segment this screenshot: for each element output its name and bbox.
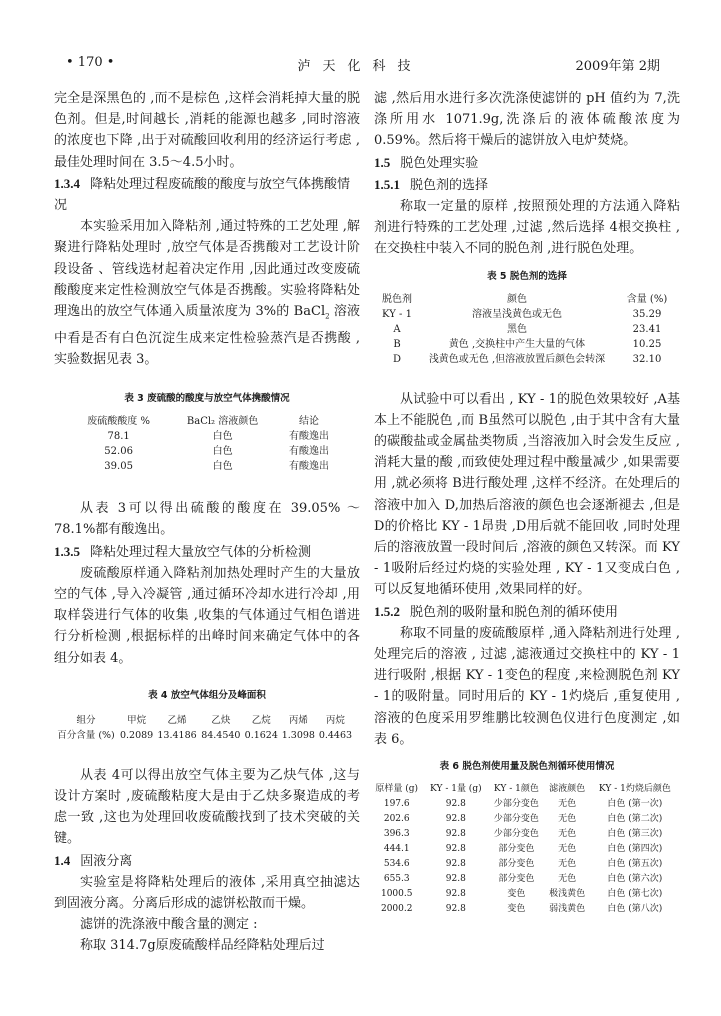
section-heading-1-5: 1.5 脱色处理实验 [374,154,479,171]
table-row [70,444,340,459]
column-header: 乙炔 [211,714,231,726]
table-cell: 92.8 [445,874,466,885]
table-cell: 92.8 [445,829,466,840]
table-cell: 92.8 [445,799,466,810]
paragraph: 滤 ,然后用水进行多次洗涤使滤饼的 pH 值约为 7,洗涤所用水 1071.9g,洗涤后的液体硫酸浓度为 0.59%。然后将干燥后的滤饼放入电炉焚烧。 [374,91,680,149]
column-header: 原样量 (g) [375,784,419,795]
journal-title: 泸天化科技 [297,59,423,74]
table-cell: 溶液呈浅黄色或无色 [472,308,562,320]
table-cell: 0.1624 [244,729,278,741]
table-cell: 0.2089 [119,729,154,741]
table-cell: 52.06 [104,446,133,458]
table-cell: 10.25 [632,338,662,350]
issue-label: 2009年第 2期 [575,59,660,74]
table-cell: 白色 (第六次) [607,874,663,885]
table-cell: 白色 (第七次) [607,889,663,900]
left-column [54,88,360,957]
table-cell: 部分变色 [498,874,535,885]
table-cell: 0.4463 [318,729,353,741]
table-3-grid [70,414,340,474]
table-cell: D [392,353,402,365]
table-cell: 35.29 [632,308,662,320]
table-cell: B [393,338,401,350]
table-caption: 表 3 废硫酸的酸度与放空气体携酸情况 [124,393,290,405]
table-cell: 92.8 [445,844,466,855]
paragraph: 实验室是将降粘处理后的液体 ,采用真空抽滤达到固液分离。分离后形成的滤饼松散而干燥。 [54,874,360,912]
table-cell: 92.8 [445,859,466,870]
table-cell: 百分含量 (%) [57,729,115,741]
table-caption: 表 4 放空气体组分及峰面积 [148,689,266,701]
table-cell: 无色 [558,859,577,870]
paragraph: 从试验中可以看出 , KY - 1的脱色效果较好 ,A基本上不能脱色 ,而 B虽然可以脱色 ,由于其中含有大量的碳酸盐或金属盐类物质 ,当溶液加入时会发生反应 ,消耗大量的酸 ,而致使处理过程中酸量减少 ,如果需要用 ,就必须将 B进行酸处理 ,这样不经济。在处理后的溶液中加入 D,加热后溶液的颜色也会逐渐褪去 ,但是 D的价格比 KY - 1昂贵 ,D用后就不能回收 ,同时处理后的溶液放置一段时间后 ,溶液的颜色又转深。而 KY - 1吸附后经过灼烧的实验处理 , KY - 1又变成白色 ,可以反复地循环使用 ,效果同样的好。 [374,391,680,598]
table-cell: 39.05 [104,461,133,473]
table-5-grid [372,292,682,367]
table-cell: 无色 [558,799,577,810]
table-cell: 无色 [558,874,577,885]
table-cell: 444.1 [383,844,410,855]
table-cell: 白色 [212,431,233,443]
section-heading-1-5-1: 1.5.1 脱色剂的选择 [374,176,489,193]
table-row [370,797,680,812]
table-cell: 78.1 [107,431,130,443]
column-header: 丙烷 [325,714,345,726]
table-cell: 197.6 [383,799,410,810]
table-cell: 黄色 ,交换柱中产生大量的气体 [448,338,586,350]
table-cell: 白色 (第一次) [607,799,663,810]
table-cell: 白色 (第八次) [607,904,663,915]
table-cell: 浅黄色或无色 ,但溶液放置后颜色会转深 [428,353,606,365]
table-cell: 白色 (第五次) [607,859,663,870]
table-3 [54,390,360,474]
table-row [70,459,340,474]
table-cell: 极浅黄色 [549,889,586,900]
column-header: 乙烯 [167,714,187,726]
section-heading-1-5-2: 1.5.2 脱色剂的吸附量和脱色剂的循环使用 [374,603,619,620]
table-cell: 变色 [507,889,526,900]
table-cell: 白色 (第二次) [607,814,663,825]
column-header: KY - 1量 (g) [430,784,482,795]
table-caption: 表 6 脱色剂使用量及脱色剂循环使用情况 [439,761,615,773]
table-cell: 534.6 [383,859,410,870]
column-header: 甲烷 [127,714,147,726]
table-cell: 白色 (第三次) [607,829,663,840]
table-row [54,728,354,743]
table-row [70,429,340,444]
table-cell: 部分变色 [498,844,535,855]
table-cell: 92.8 [445,814,466,825]
table-cell: 23.41 [632,323,662,335]
page-number: • 170 • [66,55,115,70]
table-5 [374,268,680,367]
table-cell: 1.3098 [281,729,315,741]
table-cell: 有酸逸出 [288,461,329,473]
table-cell: 无色 [558,814,577,825]
table-cell: 32.10 [632,353,662,365]
right-column [374,88,680,917]
table-cell: 白色 [212,446,233,458]
table-cell: 无色 [558,829,577,840]
table-cell: A [393,323,401,335]
paragraph: 从表 4可以得出放空气体主要为乙炔气体 ,这与设计方案时 ,废硫酸粘度大是由于乙炔多聚造成的考虑一致 ,这也为处理回收废硫酸找到了技术突破的关键。 [54,767,360,847]
table-cell: 弱浅黄色 [549,904,586,915]
table-cell: 有酸逸出 [288,431,329,443]
table-cell: 有酸逸出 [288,446,329,458]
table-cell: 202.6 [383,814,410,825]
column-header: 丙烯 [288,714,308,726]
paragraph: 本实验采用加入降粘剂 ,通过特殊的工艺处理 ,解聚进行降粘处理时 ,放空气体是否携酸对工艺设计阶段设备 、管线选材起着决定作用 ,因此通过改变废硫酸酸度来定性检测放空气体是否携酸。实验将降粘处理逸出的放空气体通入质量浓度为 3%的 BaCl$_2$ 溶液中看是否有白色沉淀生成来定性检验蒸汽是否携酸 ,实验数据见表 3。 [54,219,361,368]
column-header: KY - 1灼烧后颜色 [598,784,671,795]
table-cell: 92.8 [445,889,466,900]
table-cell: 黑色 [507,323,527,335]
column-header: 组分 [76,714,96,726]
table-row [370,842,680,857]
table-cell: 13.4186 [157,729,197,741]
table-cell: 1000.5 [380,889,413,900]
section-heading-1-3-4: 1.3.4 降粘处理过程废硫酸的酸度与放空气体携酸情况 [54,175,351,214]
column-header: 颜色 [507,293,527,305]
table-4-grid [54,713,354,743]
table-row [372,337,682,352]
table-row [370,902,680,917]
table-cell: 92.8 [445,904,466,915]
running-header [60,55,660,75]
table-cell: 部分变色 [498,859,535,870]
table-cell: 变色 [507,904,526,915]
table-cell: 少部分变色 [493,829,539,840]
table-cell: 少部分变色 [493,814,539,825]
section-heading-1-3-5: 1.3.5 降粘处理过程大量放空气体的分析检测 [54,543,312,560]
paragraph: 完全是深黑色的 ,而不是棕色 ,这样会消耗掉大量的脱色剂。但是,时间越长 ,消耗的能源也越多 ,同时溶液的浓度也下降 ,出于对硫酸回收利用的经济运行考虑 ,最佳处理时间在 3.5～4.5小时。 [54,91,360,170]
table-cell: 396.3 [383,829,410,840]
table-cell: 白色 (第四次) [607,844,663,855]
paragraph: 称取一定量的原样 ,按照预处理的方法通入降粘剂进行特殊的工艺处理 ,过滤 ,然后选择 4根交换柱 ,在交换柱中装入不同的脱色剂 ,进行脱色处理。 [374,199,680,257]
column-header: BaCl₂ 溶液颜色 [186,416,259,428]
column-header: 废硫酸酸度 % [87,416,150,428]
table-4 [54,687,360,743]
table-6 [374,758,680,917]
table-row [370,872,680,887]
table-cell: KY - 1 [382,308,412,320]
column-header: 含量 (%) [626,293,668,305]
column-header: KY - 1颜色 [493,784,539,795]
table-row [370,887,680,902]
table-cell: 无色 [558,844,577,855]
section-heading-1-4: 1.4 固液分离 [54,852,133,869]
table-6-grid [370,782,680,917]
table-cell: 655.3 [383,874,410,885]
paragraph: 滤饼的洗涤液中酸含量的测定 : [80,917,258,933]
paragraph: 称取 314.7g原废硫酸样品经降粘处理后过 [80,938,325,954]
table-cell: 2000.2 [380,904,413,915]
table-cell: 84.4540 [201,729,241,741]
table-row [372,322,682,337]
column-header: 乙烷 [251,714,271,726]
paragraph: 从表 3可以得出硫酸的酸度在 39.05% ～78.1%都有酸逸出。 [54,501,360,538]
table-row [372,307,682,322]
table-row [370,827,680,842]
table-caption: 表 5 脱色剂的选择 [487,270,567,282]
table-row [372,352,682,367]
column-header: 滤液颜色 [549,784,586,795]
paragraph: 废硫酸原样通入降粘剂加热处理时产生的大量放空的气体 ,导入冷凝管 ,通过循环冷却水进行冷却 ,用取样袋进行气体的收集 ,收集的气体通过气相色谱进行分析检测 ,根据标样的出峰时间来确定气体中的各组分如表 4。 [54,565,360,666]
paragraph: 称取不同量的废硫酸原样 ,通入降粘剂进行处理 ,处理完后的溶液 , 过滤 ,滤液通过交换柱中的 KY - 1进行吸附 ,根据 KY - 1变色的程度 ,来检测脱色剂 KY - 1的吸附量。同时用后的 KY - 1灼烧后 ,重复使用 ,溶液的色度采用罗维鹏比较测色仪进行色度测定 ,如表 6。 [374,625,680,747]
column-header: 脱色剂 [382,293,412,305]
column-header: 结论 [298,416,319,428]
table-row [370,857,680,872]
table-cell: 少部分变色 [493,799,539,810]
table-row [370,812,680,827]
table-cell: 白色 [212,461,233,473]
